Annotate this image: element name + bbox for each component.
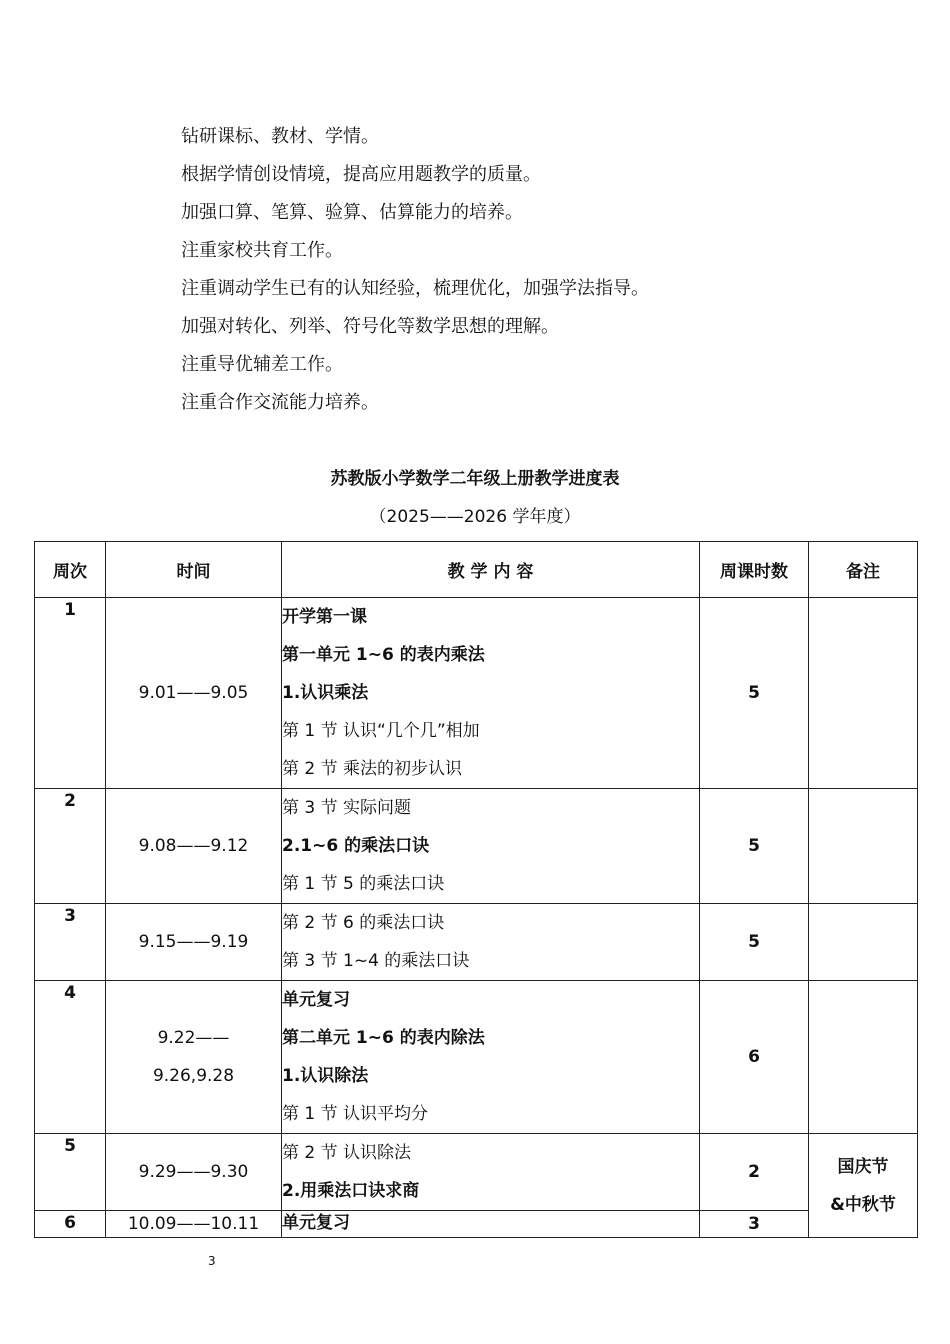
remark-cell [809,598,918,789]
content-cell [282,789,700,904]
remark-text: 国庆节 [837,1156,889,1177]
content-line: 单元复习 [282,990,350,1010]
week-cell: 4 [35,981,106,1134]
header-week: 周次 [35,542,106,598]
table-row [35,789,918,904]
content-line: 第 2 节 认识除法 [282,1143,412,1163]
measure-item: 注重合作交流能力培养。 [181,392,379,413]
content-cell [282,981,700,1134]
content-line: 第 1 节 认识平均分 [282,1104,429,1124]
week-cell: 5 [35,1134,106,1211]
content-line: 开学第一课 [282,607,367,627]
table-row [35,904,918,981]
week-cell: 1 [35,598,106,789]
content-line: 2.用乘法口诀求商 [282,1181,420,1201]
time-cell [106,789,282,904]
time-text: 10.09——10.11 [127,1214,260,1234]
measure-item: 加强口算、笔算、验算、估算能力的培养。 [181,202,523,223]
remark-cell [809,904,918,981]
content-cell [282,598,700,789]
hours-cell: 5 [700,904,809,981]
measure-item: 注重导优辅差工作。 [181,354,343,375]
content-line: 第 3 节 实际问题 [282,798,412,818]
content-line: 第 1 节 5 的乘法口诀 [282,874,445,894]
content-line: 1.认识乘法 [282,683,369,703]
time-text: 9.08——9.12 [138,836,249,856]
content-line: 1.认识除法 [282,1066,369,1086]
week-cell: 2 [35,789,106,904]
time-cell [106,1211,282,1238]
teaching-schedule-table [34,541,918,1238]
hours-cell: 2 [700,1134,809,1211]
content-line: 单元复习 [282,1213,350,1233]
table-row [35,981,918,1134]
hours-cell: 5 [700,789,809,904]
schedule-title: 苏教版小学数学二年级上册教学进度表 [330,469,620,489]
time-text: 9.01——9.05 [138,683,249,703]
table-header-row [35,542,918,598]
measure-item: 加强对转化、列举、符号化等数学思想的理解。 [181,316,559,337]
remark-text: &中秋节 [830,1194,896,1215]
week-cell: 3 [35,904,106,981]
header-remark: 备注 [809,542,918,598]
time-cell [106,1134,282,1211]
teaching-measures-list [181,123,649,427]
measure-item: 根据学情创设情境，提高应用题教学的质量。 [181,164,541,185]
hours-cell: 3 [700,1211,809,1238]
remark-cell [809,789,918,904]
time-text: 9.22—— [157,1028,230,1048]
content-line: 第 2 节 6 的乘法口诀 [282,913,445,933]
week-cell: 6 [35,1211,106,1238]
measure-item: 注重家校共育工作。 [181,240,343,261]
page-number: 3 [208,1254,216,1268]
content-line: 第二单元 1~6 的表内除法 [282,1028,485,1048]
table-row [35,1211,918,1238]
time-cell [106,598,282,789]
content-line: 2.1~6 的乘法口诀 [282,836,430,856]
time-text: 9.26,9.28 [152,1066,235,1086]
hours-cell: 6 [700,981,809,1134]
time-text: 9.29——9.30 [138,1162,249,1182]
hours-cell: 5 [700,598,809,789]
content-line: 第 1 节 认识“几个几”相加 [282,721,480,741]
content-cell [282,1211,700,1238]
remark-cell [809,1134,918,1238]
table-row [35,1134,918,1211]
time-cell [106,904,282,981]
remark-cell [809,981,918,1134]
content-cell [282,904,700,981]
measure-item: 注重调动学生已有的认知经验，梳理优化，加强学法指导。 [181,278,649,299]
header-time: 时间 [106,542,282,598]
measure-item: 钻研课标、教材、学情。 [181,126,379,147]
time-text: 9.15——9.19 [138,932,249,952]
header-hours: 周课时数 [700,542,809,598]
content-line: 第一单元 1~6 的表内乘法 [282,645,485,665]
content-cell [282,1134,700,1211]
table-row [35,598,918,789]
time-cell [106,981,282,1134]
schedule-subtitle: （2025——2026 学年度） [369,507,581,527]
content-line: 第 3 节 1~4 的乘法口诀 [282,951,470,971]
header-content: 教 学 内 容 [282,542,700,598]
content-line: 第 2 节 乘法的初步认识 [282,759,463,779]
